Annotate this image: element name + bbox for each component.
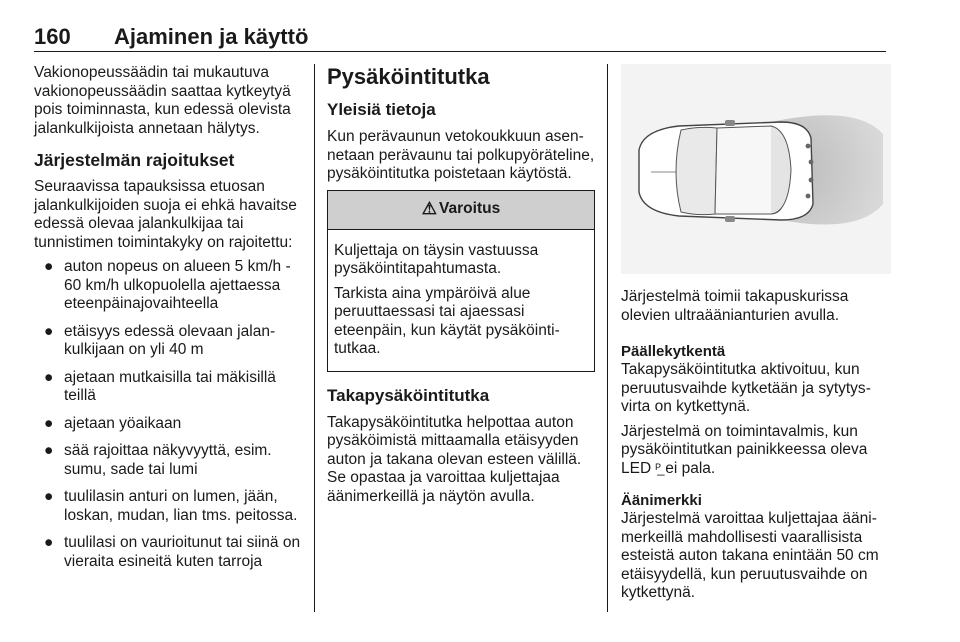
- column-divider-2: [607, 64, 608, 612]
- sensor-dot: [806, 144, 811, 149]
- bullet-icon: ●: [44, 322, 54, 340]
- list-item: ● ajetaan mutkaisilla tai mäkisillä teillä: [44, 368, 276, 404]
- sound-paragraph: Järjestelmä varoittaa kuljettajaa äänimerkeillä mahdollisesti vaarallisista esteistä auton takana enintään 50 cm etäisyydellä, kun peruutusvaihde on kytkettynä.: [621, 510, 879, 601]
- general-info-heading: Yleisiä tietoja: [327, 100, 436, 119]
- page-number: 160: [34, 24, 71, 49]
- ready-paragraph: Järjestelmä on toimintavalmis, kun pysäköintitutkan painikkeessa oleva LED ᴾ̲ ei pala.: [621, 422, 868, 477]
- windshield: [676, 127, 717, 214]
- warning-body: [328, 230, 594, 371]
- warning-triangle-icon: ⚠: [421, 199, 438, 219]
- column-divider-1: [314, 64, 315, 612]
- bullet-icon: ●: [44, 488, 54, 505]
- header-rule: [34, 51, 886, 52]
- page-header: [34, 24, 886, 50]
- general-info-paragraph: Kun perävaunun vetokoukkuun asennetaan perävaunu tai polkupyöräteline, pysäköintitutka poistetaan käytöstä.: [327, 128, 595, 182]
- page-title: Ajaminen ja käyttö: [114, 24, 309, 49]
- warning-header: [328, 191, 594, 230]
- bullet-icon: ●: [44, 368, 54, 386]
- parking-sensor-illustration: [621, 64, 891, 274]
- bullet-icon: ●: [44, 534, 54, 551]
- list-item: ● auton nopeus on alueen 5 km/h - 60 km/h ulkopuolella ajettaessa eteenpäinajovaihteella: [44, 258, 291, 312]
- bullet-icon: ●: [44, 258, 54, 275]
- sensors-paragraph: Järjestelmä toimii takapuskurissa olevien ultraäänianturien avulla.: [621, 288, 849, 324]
- sensor-dot: [809, 178, 814, 183]
- warning-text-2: Tarkista aina ympäröivä alue peruuttaessasi tai ajaessasi eteenpäin, kun käytät pysäköintitutkaa.: [334, 284, 560, 357]
- left-mirror: [725, 120, 735, 126]
- bullet-icon: ●: [44, 442, 54, 459]
- sensor-dot: [809, 160, 814, 165]
- list-item: ● tuulilasi on vaurioitunut tai siinä on vieraita esineitä kuten tarroja: [44, 534, 301, 570]
- sensor-dot: [806, 194, 811, 199]
- limitations-paragraph: Seuraavissa tapauksissa etuosan jalankulkijoiden suoja ei ehkä havaitse edessä olevaa jalankulkijaa tai tunnistimen toimintakyky on rajoitettu:: [34, 178, 297, 251]
- rear-parking-paragraph: Takapysäköintitutka helpottaa auton pysäköimistä mittaamalla etäisyyden auton ja takana olevan esteen välillä. Se opastaa ja varoittaa kuljettajaa äänimerkeillä ja näytön avulla.: [327, 413, 582, 505]
- limitations-list: [34, 258, 310, 571]
- column-2: [327, 64, 595, 512]
- right-mirror: [725, 216, 735, 222]
- activation-paragraph: Takapysäköintitutka aktivoituu, kun peruutusvaihde kytketään ja sytytysvirta on kytkettynä.: [621, 361, 871, 415]
- list-item: ● etäisyys edessä olevaan jalankulkijaan on yli 40 m: [44, 322, 276, 358]
- warning-text-1: Kuljettaja on täysin vastuussa pysäköintitapahtumasta.: [334, 241, 539, 277]
- car-top-view-image: [621, 64, 891, 274]
- list-item: ● ajetaan yöaikaan: [44, 414, 182, 432]
- parking-led-icon: ᴾ̲: [655, 460, 661, 476]
- activation-heading: Päällekytkentä: [621, 343, 726, 360]
- bullet-icon: ●: [44, 414, 54, 432]
- rear-parking-heading: Takapysäköintitutka: [327, 385, 490, 405]
- warning-label: Varoitus: [439, 200, 501, 218]
- column-3: [621, 64, 893, 609]
- sound-heading: Äänimerkki: [621, 492, 702, 509]
- section-title: Pysäköintitutka: [327, 64, 490, 89]
- warning-box: [327, 190, 595, 372]
- list-item: ● sää rajoittaa näkyvyyttä, esim. sumu, sade tai lumi: [44, 442, 272, 478]
- column-1: [34, 64, 310, 580]
- intro-paragraph: Vakionopeussäädin tai mukautuva vakionopeussäädin saattaa kytkeytyä pois toiminnasta, kun edessä olevista jalankulkijoista annetaan hälytys.: [34, 64, 291, 137]
- list-item: ● tuulilasin anturi on lumen, jään, loskan, mudan, lian tms. peitossa.: [44, 488, 298, 524]
- limitations-heading: Järjestelmän rajoitukset: [34, 150, 235, 170]
